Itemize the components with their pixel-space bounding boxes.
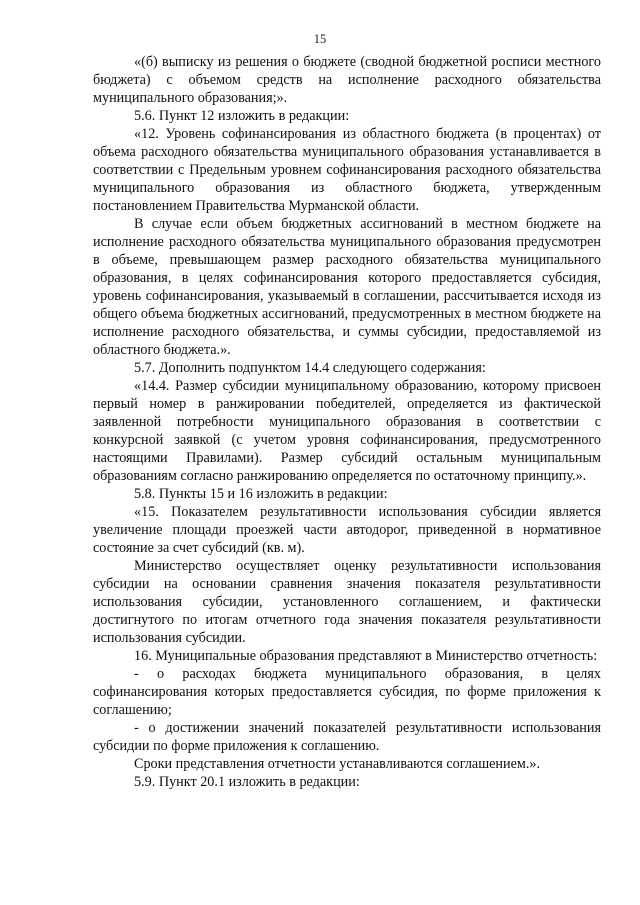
- paragraph: - о достижении значений показателей результативности использования субсидии по форме приложения к соглашению.: [93, 720, 601, 754]
- paragraph: 5.9. Пункт 20.1 изложить в редакции:: [134, 774, 360, 790]
- paragraph: 5.8. Пункты 15 и 16 изложить в редакции:: [134, 486, 388, 502]
- paragraph: «12. Уровень софинансирования из областного бюджета (в процентах) от объема расходного обязательства муниципального образования устанавливается в соответствии с Предельным уровнем софинансирования расходного обязательства муниципального образования из областного бюджета, утвержденным постановлением Правительства Мурманской области.: [93, 126, 601, 214]
- page-number: 15: [313, 32, 327, 46]
- paragraph: Министерство осуществляет оценку результативности использования субсидии на основании сравнения значения показателя результативности использования субсидии, установленного соглашением, и фактически достигнутого по итогам отчетного года значения показателя результативности использования субсидии.: [93, 558, 601, 646]
- paragraph: «14.4. Размер субсидии муниципальному образованию, которому присвоен первый номер в ранжировании победителей, определяется из фактической заявленной потребности муниципального образования в соответствии с конкурсной заявкой (с учетом уровня софинансирования, предусмотренного настоящими Правилами). Размер субсидий остальным муниципальным образованиям согласно ранжированию определяется по остаточному принципу.».: [93, 378, 601, 484]
- document-body: [93, 53, 601, 791]
- paragraph: 5.7. Дополнить подпунктом 14.4 следующего содержания:: [134, 360, 486, 376]
- paragraph: 5.6. Пункт 12 изложить в редакции:: [134, 108, 350, 124]
- paragraph: В случае если объем бюджетных ассигнований в местном бюджете на исполнение расходного обязательства муниципального образования предусмотрен в объеме, превышающем размер расходного обязательства муниципального образования, в целях софинансирования которого предоставляется субсидия, уровень софинансирования, указываемый в соглашении, рассчитывается исходя из общего объема бюджетных ассигнований, предусмотренных в местном бюджете на исполнение расходного обязательства, и суммы субсидии, предоставляемой из областного бюджета.».: [93, 216, 601, 358]
- paragraph: «(б) выписку из решения о бюджете (сводной бюджетной росписи местного бюджета) с объемом средств на исполнение расходного обязательства муниципального образования;».: [93, 54, 601, 106]
- paragraph: 16. Муниципальные образования представляют в Министерство отчетность:: [134, 648, 598, 664]
- paragraph: Сроки представления отчетности устанавливаются соглашением.».: [134, 756, 541, 772]
- paragraph: «15. Показателем результативности использования субсидии является увеличение площади проезжей части автодорог, приведенной в нормативное состояние за счет субсидий (кв. м).: [93, 504, 601, 556]
- paragraph: - о расходах бюджета муниципального образования, в целях софинансирования которых предоставляется субсидия, по форме приложения к соглашению;: [93, 666, 601, 718]
